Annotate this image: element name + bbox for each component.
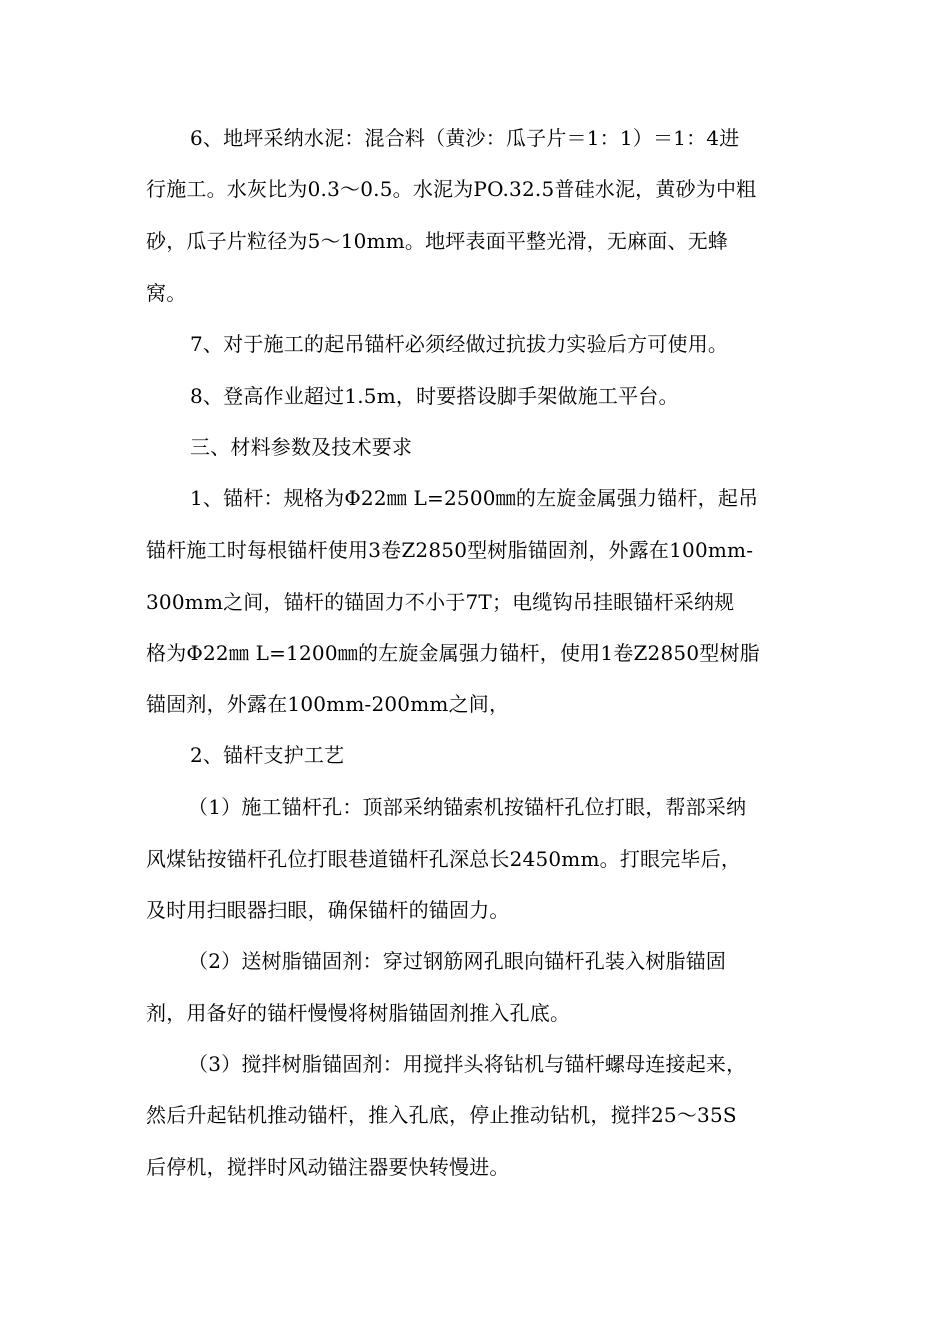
paragraph-8: 8、登高作业超过1.5m，时要搭设脚手架做施工平台。 [190,384,679,408]
step-3-line-3: 后停机，搅拌时风动锚注器要快转慢进。 [146,1155,510,1179]
item-1-line-1: 1、锚杆：规格为Φ22㎜ L=2500㎜的左旋金属强力锚杆，起吊 [190,486,759,510]
paragraph-6-line-4: 窝。 [146,281,187,305]
paragraph-7: 7、对于施工的起吊锚杆必须经做过抗拔力实验后方可使用。 [190,332,729,356]
step-3-line-1: （3）搅拌树脂锚固剂：用搅拌头将钻机与锚杆螺母连接起来， [188,1052,747,1076]
step-1-line-2: 风煤钻按锚杆孔位打眼巷道锚杆孔深总长2450mm。打眼完毕后， [146,847,742,871]
step-1-line-1: （1）施工锚杆孔：顶部采纳锚索机按锚杆孔位打眼，帮部采纳 [188,795,747,819]
paragraph-6-line-2: 行施工。水灰比为0.3～0.5。水泥为PO.32.5普硅水泥，黄砂为中粗 [146,177,757,201]
section-heading-3: 三、材料参数及技术要求 [190,435,413,459]
item-1-line-4: 格为Φ22㎜ L=1200㎜的左旋金属强力锚杆，使用1卷Z2850型树脂 [146,641,760,665]
paragraph-6-line-3: 砂，瓜子片粒径为5～10mm。地坪表面平整光滑，无麻面、无蜂 [146,229,729,253]
item-1-line-2: 锚杆施工时每根锚杆使用3卷Z2850型树脂锚固剂，外露在100mm- [146,538,754,562]
item-2-heading: 2、锚杆支护工艺 [190,743,345,767]
item-1-line-3: 300mm之间，锚杆的锚固力不小于7T；电缆钩吊挂眼锚杆采纳规 [146,590,735,614]
step-1-line-3: 及时用扫眼器扫眼，确保锚杆的锚固力。 [146,898,510,922]
item-1-line-5: 锚固剂，外露在100mm-200mm之间， [146,692,510,716]
step-2-line-1: （2）送树脂锚固剂：穿过钢筋网孔眼向锚杆孔装入树脂锚固 [188,949,727,973]
step-3-line-2: 然后升起钻机推动锚杆，推入孔底，停止推动钻机，搅拌25～35S [146,1103,737,1127]
paragraph-6-line-1: 6、地坪采纳水泥：混合料（黄沙：瓜子片＝1：1）＝1：4进 [190,126,740,150]
step-2-line-2: 剂，用备好的锚杆慢慢将树脂锚固剂推入孔底。 [146,1001,571,1025]
